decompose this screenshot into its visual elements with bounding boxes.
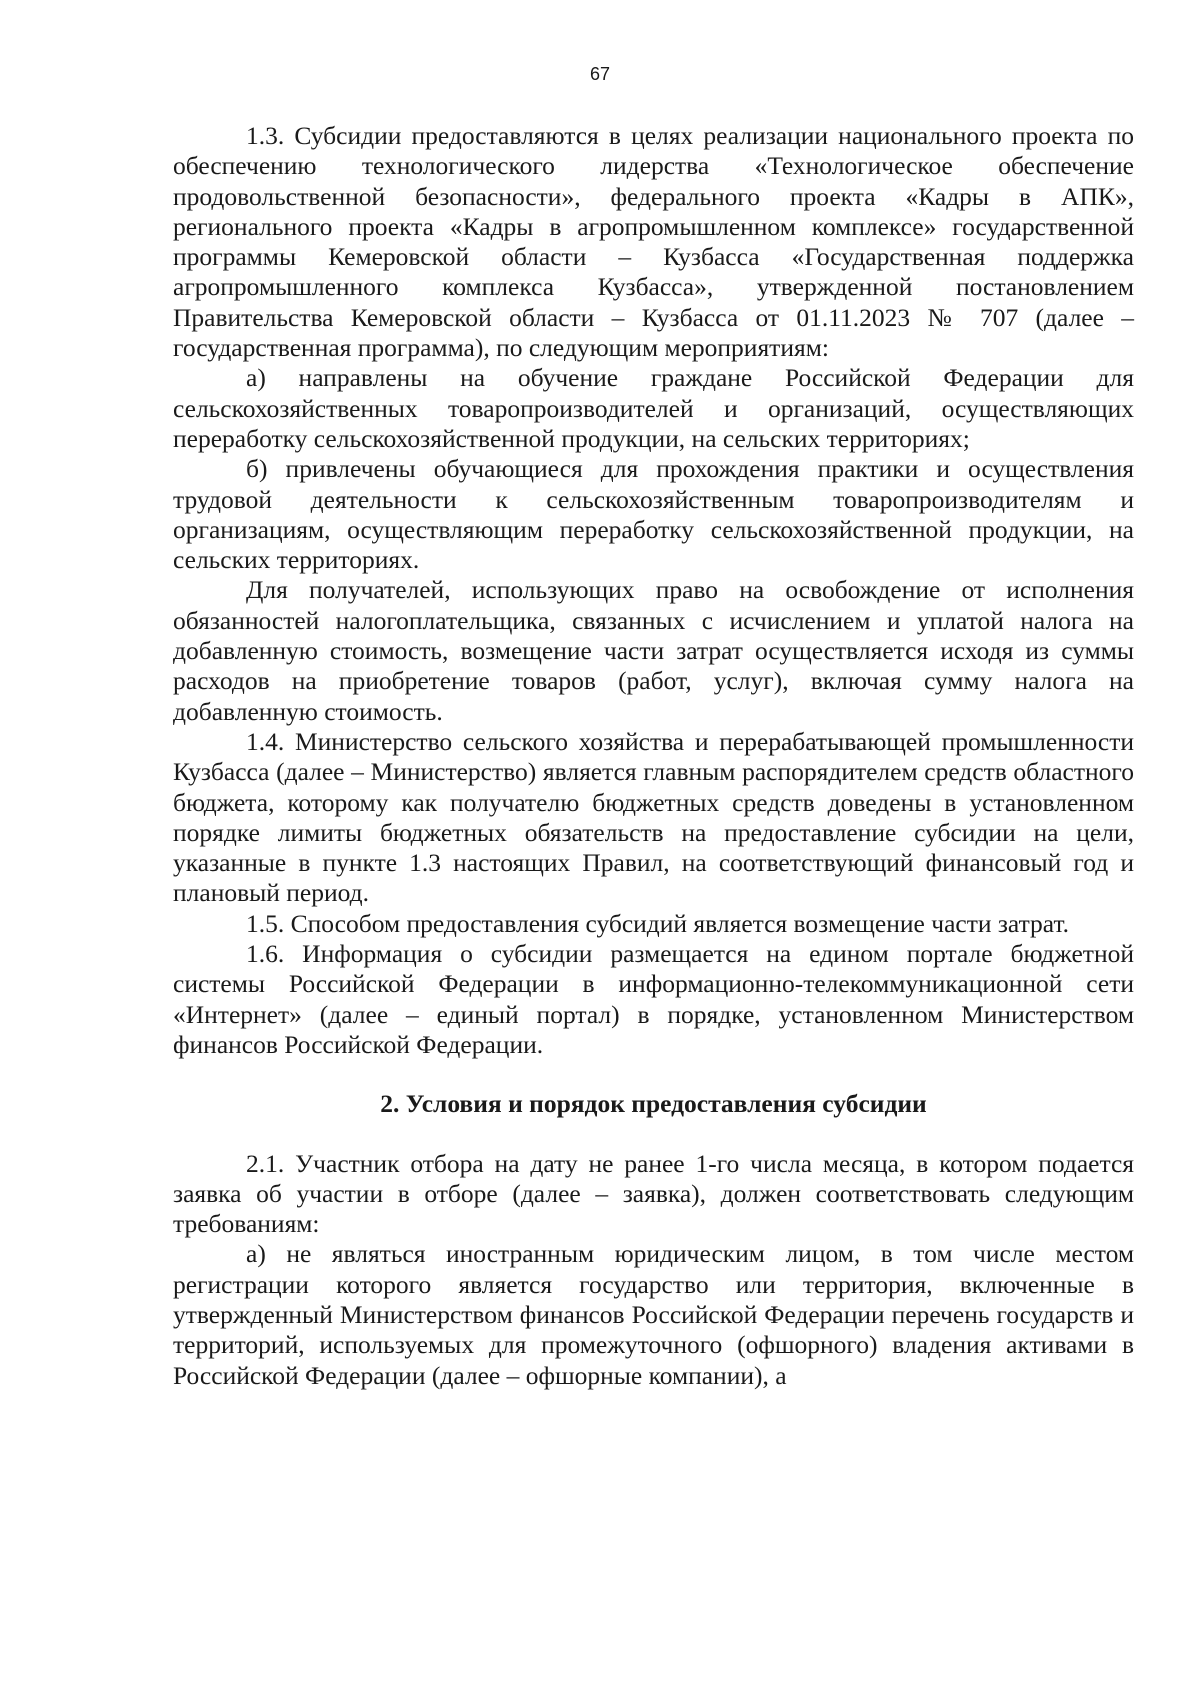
page-number: 67 [589, 64, 611, 84]
paragraph-vat: Для получателей, использующих право на освобождение от исполнения обязанностей налогоплательщика, связанных с исчислением и уплатой налога на добавленную стоимость, возмещение части затрат осуществляется исходя из суммы расходов на приобретение товаров (работ, услуг), включая сумму налога на добавленную стоимость. [173, 575, 1134, 726]
paragraph-1-3-a: а) направлены на обучение граждане Российской Федерации для сельскохозяйственных товаропроизводителей и организаций, осуществляющих переработку сельскохозяйственной продукции, на сельских территориях; [173, 363, 1134, 453]
section-2-heading: 2. Условия и порядок предоставления субсидии [380, 1089, 927, 1119]
spacer [173, 1060, 1134, 1089]
paragraph-1-3: 1.3. Субсидии предоставляются в целях реализации национального проекта по обеспечению технологического лидерства «Технологическое обеспечение продовольственной безопасности», федерального проекта «Кадры в АПК», регионального проекта «Кадры в агропромышленном комплексе» государственной программы Кемеровской области – Кузбасса «Государственная поддержка агропромышленного комплекса Кузбасса», утвержденной постановлением Правительства Кемеровской области – Кузбасса от 01.11.2023 № 707 (далее – государственная программа), по следующим мероприятиям: [173, 121, 1134, 363]
spacer [173, 1120, 1134, 1149]
paragraph-1-3-b: б) привлечены обучающиеся для прохождения практики и осуществления трудовой деятельности к сельскохозяйственным товаропроизводителям и организациям, осуществляющим переработку сельскохозяйственной продукции, на сельских территориях. [173, 454, 1134, 575]
paragraph-1-6: 1.6. Информация о субсидии размещается на едином портале бюджетной системы Российской Федерации в информационно-телекоммуникационной сети «Интернет» (далее – единый портал) в порядке, установленном Министерством финансов Российской Федерации. [173, 939, 1134, 1059]
paragraph-1-4: 1.4. Министерство сельского хозяйства и перерабатывающей промышленности Кузбасса (далее – Министерство) является главным распорядителем средств областного бюджета, которому как получателю бюджетных средств доведены в установленном порядке лимиты бюджетных обязательств на предоставление субсидии на цели, указанные в пункте 1.3 настоящих Правил, на соответствующий финансовый год и плановый период. [173, 726, 1134, 908]
paragraph-2-1: 2.1. Участник отбора на дату не ранее 1-го числа месяца, в котором подается заявка об участии в отборе (далее – заявка), должен соответствовать следующим требованиям: [173, 1148, 1134, 1239]
paragraph-1-5: 1.5. Способом предоставления субсидий является возмещение части затрат. [246, 908, 1070, 938]
document-body [173, 121, 1134, 1391]
paragraph-2-1-a: а) не являться иностранным юридическим лицом, в том числе местом регистрации которого является государство или территория, включенные в утвержденный Министерством финансов Российской Федерации перечень государств и территорий, используемых для промежуточного (офшорного) владения активами в Российской Федерации (далее – офшорные компании), а [173, 1239, 1134, 1390]
